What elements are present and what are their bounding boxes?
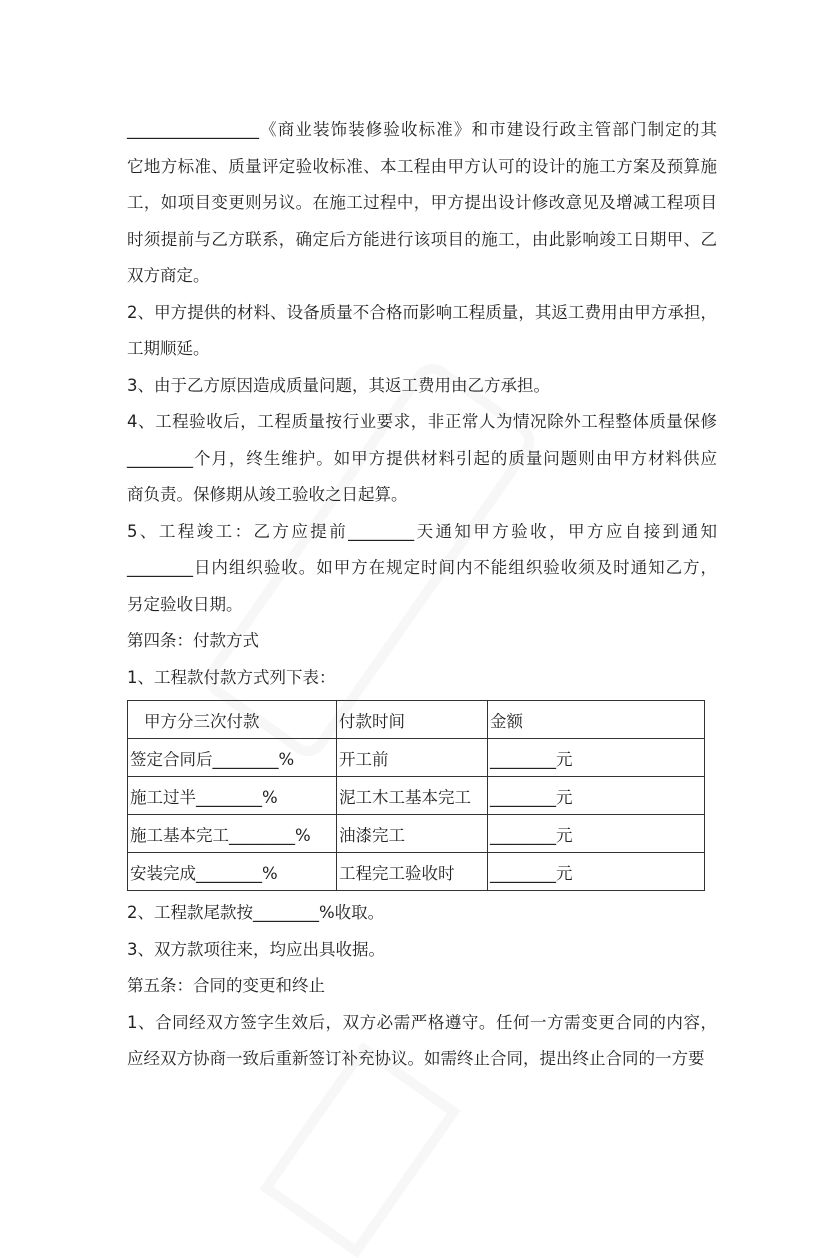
table-header-cell: 甲方分三次付款 bbox=[128, 701, 337, 739]
table-cell: ________元 bbox=[488, 739, 705, 777]
table-cell: 开工前 bbox=[337, 739, 488, 777]
paragraph bbox=[127, 1005, 717, 1078]
text-line: 第五条：合同的变更和终止 bbox=[127, 976, 325, 995]
section-before-table bbox=[127, 112, 717, 696]
text-line: ________个月，终生维护。如甲方提供材料引起的质量问题则由甲方材料供应 bbox=[127, 448, 717, 468]
text-line: 第四条：付款方式 bbox=[127, 631, 259, 650]
table-row bbox=[128, 815, 705, 853]
document-page bbox=[127, 112, 717, 1078]
table-cell: 安装完成________% bbox=[128, 853, 337, 891]
table-cell: 签定合同后________% bbox=[128, 739, 337, 777]
paragraph bbox=[127, 932, 717, 969]
text-line: 工，如项目变更则另议。在施工过程中，甲方提出设计修改意见及增减工程项目 bbox=[127, 193, 717, 212]
table-cell: ________元 bbox=[488, 815, 705, 853]
table-row bbox=[128, 777, 705, 815]
table-cell: ________元 bbox=[488, 777, 705, 815]
table-header-cell: 金额 bbox=[488, 701, 705, 739]
text-line: 2、甲方提供的材料、设备质量不合格而影响工程质量，其返工费用由甲方承担， bbox=[127, 302, 717, 322]
text-line: 它地方标准、质量评定验收标准、本工程由甲方认可的设计的施工方案及预算施 bbox=[127, 156, 717, 176]
paragraph bbox=[127, 660, 717, 697]
text-line: 时须提前与乙方联系，确定后方能进行该项目的施工，由此影响竣工日期甲、乙 bbox=[127, 229, 717, 249]
paragraph bbox=[127, 514, 717, 624]
section-after-table bbox=[127, 895, 717, 1078]
payment-table bbox=[127, 700, 705, 891]
table-row bbox=[128, 739, 705, 777]
text-line: 3、由于乙方原因造成质量问题，其返工费用由乙方承担。 bbox=[127, 375, 550, 395]
table-header-cell: 付款时间 bbox=[337, 701, 488, 739]
text-line: 4、工程验收后，工程质量按行业要求，非正常人为情况除外工程整体质量保修 bbox=[127, 412, 717, 431]
table-cell: ________元 bbox=[488, 853, 705, 891]
table-cell: 泥工木工基本完工 bbox=[337, 777, 488, 815]
text-line: 1、合同经双方签字生效后，双方必需严格遵守。任何一方需变更合同的内容， bbox=[127, 1012, 717, 1032]
paragraph bbox=[127, 368, 717, 405]
table-header-row bbox=[128, 701, 705, 739]
paragraph bbox=[127, 295, 717, 368]
text-line: 3、双方款项往来，均应出具收据。 bbox=[127, 939, 385, 959]
table-cell: 施工过半________% bbox=[128, 777, 337, 815]
text-line: 5、工程竣工：乙方应提前________天通知甲方验收，甲方应自接到通知 bbox=[127, 521, 717, 541]
text-line: 2、工程款尾款按________%收取。 bbox=[127, 903, 385, 922]
text-line: ________日内组织验收。如甲方在规定时间内不能组织验收须及时通知乙方， bbox=[127, 558, 717, 577]
text-line: 工期顺延。 bbox=[127, 339, 210, 358]
text-line: 1、工程款付款方式列下表： bbox=[127, 667, 336, 687]
text-line: 双方商定。 bbox=[127, 266, 210, 285]
paragraph bbox=[127, 404, 717, 514]
paragraph bbox=[127, 968, 717, 1005]
table-cell: 油漆完工 bbox=[337, 815, 488, 853]
text-line: 另定验收日期。 bbox=[127, 594, 243, 614]
table-row bbox=[128, 853, 705, 891]
text-line: ________________《商业装饰装修验收标准》和市建设行政主管部门制定的其 bbox=[127, 120, 717, 139]
table-cell: 施工基本完工________% bbox=[128, 815, 337, 853]
text-line: 商负责。保修期从竣工验收之日起算。 bbox=[127, 485, 408, 504]
text-line: 应经双方协商一致后重新签订补充协议。如需终止合同，提出终止合同的一方要 bbox=[127, 1049, 705, 1068]
paragraph bbox=[127, 623, 717, 660]
paragraph bbox=[127, 895, 717, 932]
table-cell: 工程完工验收时 bbox=[337, 853, 488, 891]
paragraph bbox=[127, 112, 717, 295]
